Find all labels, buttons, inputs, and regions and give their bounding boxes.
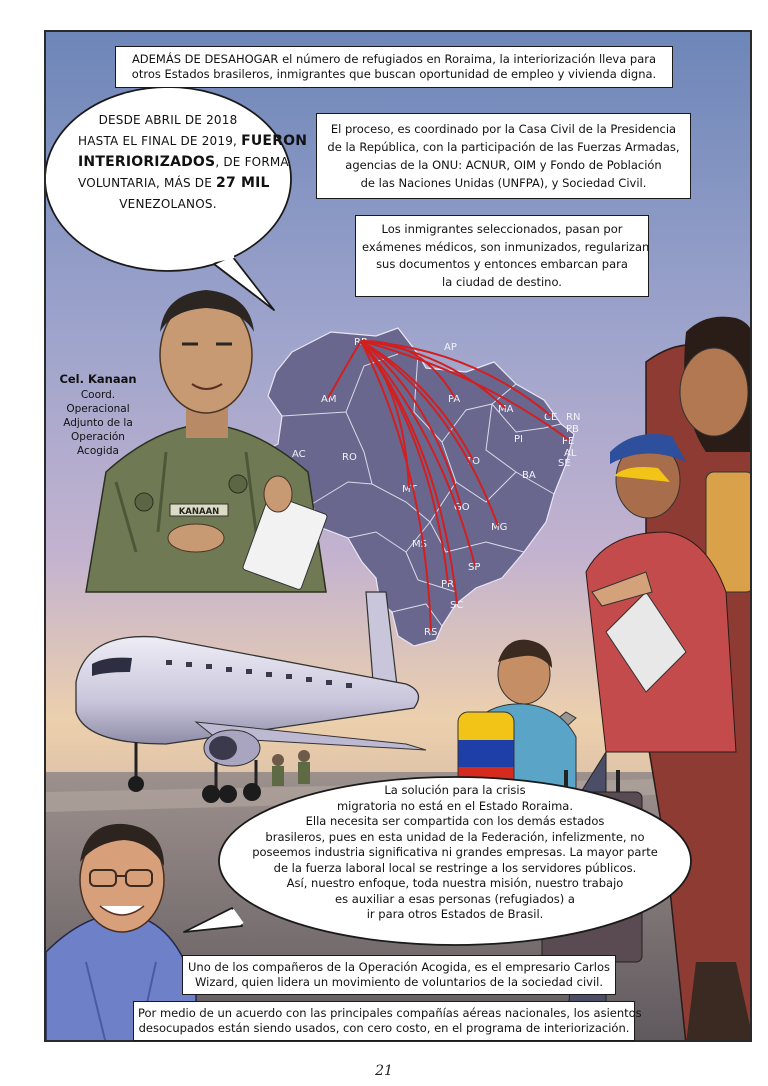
state-label: PA (448, 394, 461, 405)
speech-line (78, 131, 308, 152)
speech-emphasis: INTERIORIZADOS (78, 154, 216, 170)
state-label: SE (558, 458, 571, 469)
speech-line: Así, nuestro enfoque, toda nuestra misión, nuestro trabajo (286, 876, 624, 890)
caption-line: exámenes médicos, son inmunizados, regularizan (362, 239, 650, 254)
officer-name: Cel. Kanaan (59, 372, 137, 386)
state-label: MT (402, 484, 417, 495)
state-label: BA (522, 470, 536, 481)
state-label: RR (354, 337, 368, 348)
caption-line: de la República, con la participación de las Fuerzas Armadas, (327, 140, 680, 154)
speech-fragment: , DE FORMA (215, 155, 289, 169)
state-label: PI (514, 434, 523, 445)
caption-line: sus documentos y entonces embarcan para (376, 257, 628, 271)
officer-role-line: Operación Acogida (71, 431, 125, 457)
speech-line: DESDE ABRIL DE 2018 (98, 113, 238, 127)
caption-process (316, 113, 691, 199)
caption-wizard (182, 955, 616, 995)
name-tape-text: KANAAN (178, 507, 220, 517)
page-number: 21 (375, 1063, 393, 1079)
speech-line: de la fuerza laboral local se restringe a los servidores públicos. (273, 860, 637, 875)
state-label: PR (441, 579, 454, 590)
speech-line: VENEZOLANOS. (119, 197, 217, 211)
caption-line: agencias de la ONU: ACNUR, OIM y Fondo de Población (345, 158, 662, 172)
speech-fragment: HASTA EL FINAL DE 2019, (78, 134, 242, 148)
speech-line: La solución para la crisis (384, 783, 526, 797)
caption-line: Wizard, quien lidera un movimiento de voluntarios de la sociedad civil. (195, 975, 603, 989)
caption-line: la ciudad de destino. (442, 274, 562, 289)
state-label: GO (454, 502, 470, 513)
state-label: AL (564, 448, 577, 459)
speech-fragment: VOLUNTARIA, MÁS DE (78, 176, 217, 190)
officer-role (50, 388, 146, 458)
speech-emphasis: 27 MIL (216, 175, 270, 191)
officer-role-line: Coord. Operacional (66, 389, 130, 415)
state-label: PB (566, 424, 579, 435)
speech-line: migratoria no está en el Estado Roraima. (336, 798, 574, 813)
state-label: MA (498, 404, 514, 415)
caption-line: Por medio de un acuerdo con las principales compañías aéreas nacionales, los asientos (138, 1006, 642, 1020)
caption-line: de las Naciones Unidas (UNFPA), y Sociedad Civil. (360, 176, 647, 190)
speech-line (78, 173, 270, 194)
caption-line: Los inmigrantes seleccionados, pasan por (381, 222, 623, 236)
state-label: AC (292, 449, 306, 460)
state-label: AM (321, 394, 337, 405)
state-label: MS (412, 539, 427, 550)
speech-line (78, 152, 289, 173)
state-label: TO (466, 456, 480, 467)
state-label: CE (544, 412, 558, 423)
caption-airlines (133, 1001, 642, 1041)
speech-emphasis: FUERON (241, 133, 308, 149)
caption-line: El proceso, es coordinado por la Casa Civil de la Presidencia (330, 122, 677, 136)
speech-line: poseemos industria significativa ni grandes empresas. La mayor parte (252, 845, 658, 859)
caption-line: otros Estados brasileros, inmigrantes que buscan oportunidad de empleo y vivienda digna. (131, 67, 657, 81)
state-label: PE (562, 436, 575, 447)
state-label: RO (342, 452, 357, 463)
caption-line: desocupados están siendo usados, con cero costo, en el programa de interiorización. (138, 1021, 630, 1035)
speech-line: Ella necesita ser compartida con los demás estados (305, 814, 605, 828)
state-label: RN (566, 412, 581, 423)
caption-immigrants (355, 215, 649, 297)
state-label: SC (450, 600, 464, 611)
state-label: MG (491, 522, 508, 533)
state-label: RS (424, 627, 438, 638)
speech-line: es auxiliar a esas personas (refugiados) a (335, 891, 575, 906)
officer-role-line: Adjunto de la (63, 417, 133, 429)
state-label: AP (444, 342, 457, 353)
speech-line: ir para otros Estados de Brasil. (366, 907, 544, 921)
speech-bubble-businessman (220, 783, 690, 923)
caption-line: Uno de los compañeros de la Operación Acogida, es el empresario Carlos (188, 960, 610, 974)
caption-line: ADEMÁS DE DESAHOGAR el número de refugiados en Roraima, la interiorización lleva para (131, 52, 657, 66)
speech-line: brasileros, pues en esta unidad de la Federación, infelizmente, no (265, 829, 645, 844)
speech-bubble-officer (78, 110, 308, 215)
caption-top (115, 46, 673, 88)
state-label: SP (468, 562, 481, 573)
